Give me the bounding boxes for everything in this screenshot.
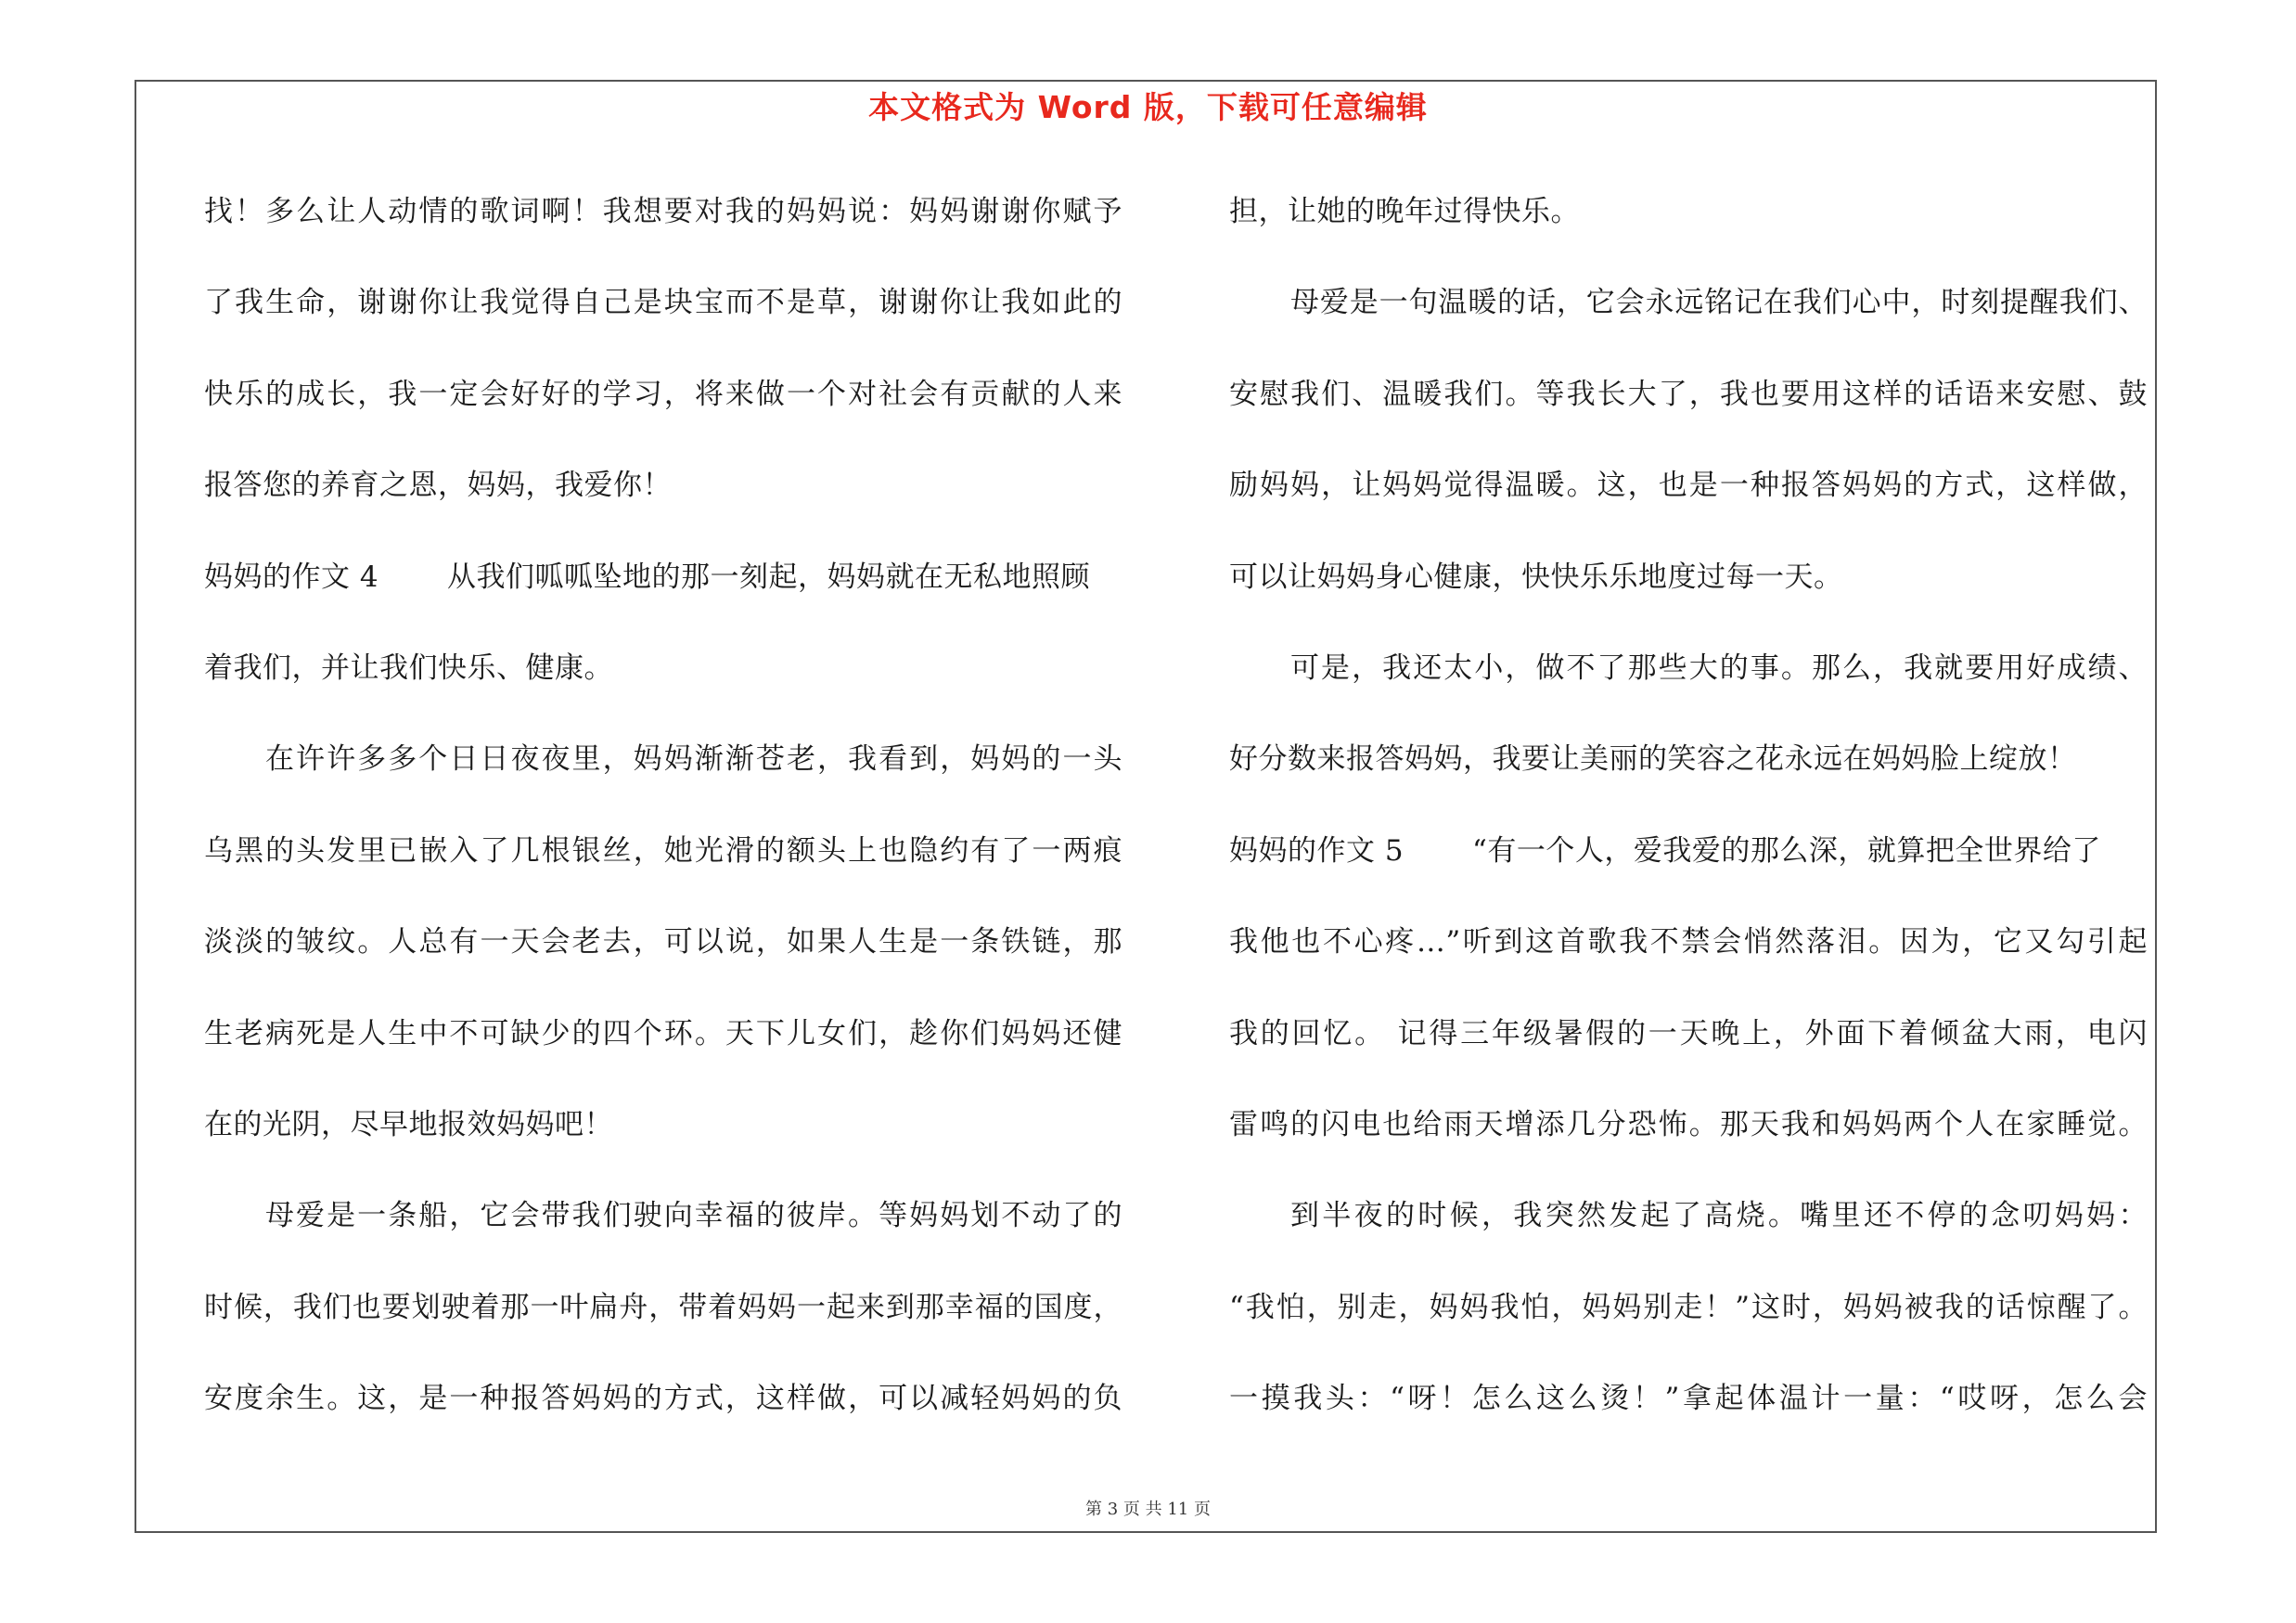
text-line: 可是，我还太小，做不了那些大的事。那么，我就要用好成绩、 bbox=[1290, 650, 2148, 685]
text-line: 安慰我们、温暖我们。等我长大了，我也要用这样的话语来安慰、鼓 bbox=[1229, 377, 2148, 411]
text-line: 到半夜的时候，我突然发起了高烧。嘴里还不停的念叨妈妈： bbox=[1290, 1199, 2148, 1233]
text-line: 可以让妈妈身心健康，快快乐乐地度过每一天。 bbox=[1229, 560, 1843, 594]
text-line: 了我生命，谢谢你让我觉得自己是块宝而不是草，谢谢你让我如此的 bbox=[204, 286, 1122, 320]
right-column bbox=[1229, 184, 2148, 1462]
text-line: 雷鸣的闪电也给雨天增添几分恐怖。那天我和妈妈两个人在家睡觉。 bbox=[1229, 1107, 2148, 1141]
text-line: “我怕，别走，妈妈我怕，妈妈别走！”这时，妈妈被我的话惊醒了。 bbox=[1229, 1290, 2148, 1324]
text-line: 在许许多多个日日夜夜里，妈妈渐渐苍老，我看到，妈妈的一头 bbox=[265, 742, 1122, 777]
text-line: 快乐的成长，我一定会好好的学习，将来做一个对社会有贡献的人来 bbox=[204, 377, 1122, 411]
text-line: 一摸我头：“呀！怎么这么烫！”拿起体温计一量：“哎呀，怎么会 bbox=[1229, 1382, 2148, 1416]
text-line: 着我们，并让我们快乐、健康。 bbox=[204, 650, 613, 685]
essay-4-first-line: 从我们呱呱坠地的那一刻起，妈妈就在无私地照顾 bbox=[447, 560, 1090, 594]
text-line: 母爱是一句温暖的话，它会永远铭记在我们心中，时刻提醒我们、 bbox=[1290, 286, 2148, 320]
text-line: 生老病死是人生中不可缺少的四个环。天下儿女们，趁你们妈妈还健 bbox=[204, 1016, 1122, 1050]
essay-4-heading-line bbox=[204, 549, 1122, 640]
document-banner: 本文格式为 Word 版，下载可任意编辑 bbox=[868, 89, 1428, 125]
text-line: 担，让她的晚年过得快乐。 bbox=[1229, 195, 1580, 228]
essay-5-title: 妈妈的作文 5 bbox=[1229, 833, 1405, 868]
text-line: 母爱是一条船，它会带我们驶向幸福的彼岸。等妈妈划不动了的 bbox=[265, 1199, 1122, 1233]
text-line: 好分数来报答妈妈，我要让美丽的笑容之花永远在妈妈脸上绽放！ bbox=[1229, 742, 2077, 777]
text-line: 在的光阴，尽早地报效妈妈吧！ bbox=[204, 1107, 613, 1141]
text-line: 我的回忆。 记得三年级暑假的一天晚上，外面下着倾盆大雨，电闪 bbox=[1229, 1016, 2148, 1050]
essay-4-title: 妈妈的作文 4 bbox=[204, 560, 379, 594]
text-line: 我他也不心疼…”听到这首歌我不禁会悄然落泪。因为，它又勾引起 bbox=[1229, 925, 2148, 960]
text-line: 乌黑的头发里已嵌入了几根银丝，她光滑的额头上也隐约有了一两痕 bbox=[204, 833, 1122, 868]
text-line: 励妈妈，让妈妈觉得温暖。这，也是一种报答妈妈的方式，这样做， bbox=[1229, 469, 2148, 503]
text-line: 淡淡的皱纹。人总有一天会老去，可以说，如果人生是一条铁链，那 bbox=[204, 925, 1122, 960]
text-line: 安度余生。这，是一种报答妈妈的方式，这样做，可以减轻妈妈的负 bbox=[204, 1382, 1122, 1416]
page-number: 第 3 页 共 11 页 bbox=[1085, 1500, 1211, 1519]
essay-5-first-line: “有一个人，爱我爱的那么深，就算把全世界给了 bbox=[1472, 833, 2101, 868]
essay-5-heading-line bbox=[1229, 823, 2148, 914]
text-line: 找！多么让人动情的歌词啊！我想要对我的妈妈说：妈妈谢谢你赋予 bbox=[204, 195, 1122, 228]
text-line: 时候，我们也要划驶着那一叶扁舟，带着妈妈一起来到那幸福的国度， bbox=[204, 1290, 1122, 1324]
text-line: 报答您的养育之恩，妈妈，我爱你！ bbox=[204, 469, 672, 503]
left-column bbox=[204, 184, 1122, 1462]
